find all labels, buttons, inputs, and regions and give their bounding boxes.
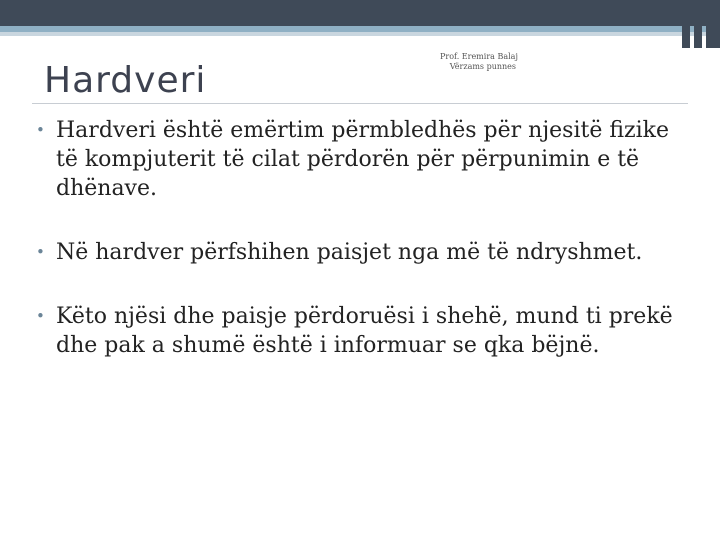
bullet-text: Këto njësi dhe paisje përdoruësi i shehë, mund ti prekë dhe pak a shumë është i informuar se qka bëjnë. (56, 304, 673, 358)
title-divider (32, 103, 688, 104)
slide-title: Hardveri (44, 60, 207, 101)
top-banner (0, 0, 720, 26)
header-note-author: Prof. Eremira Balaj (440, 52, 518, 61)
corner-stripe (694, 0, 702, 48)
bullet-item-hardware-user (36, 302, 696, 360)
bullet-text: Hardveri është emërtim përmbledhës për njesitë fizike të kompjuterit të cilat përdorën për përpunimin e të dhënave. (56, 118, 670, 201)
bullet-marker: • (36, 307, 45, 325)
bullet-item-hardware-devices (36, 238, 696, 267)
bullet-item-hardware-definition (36, 116, 696, 203)
header-note (440, 52, 516, 72)
bullet-list (36, 116, 696, 395)
corner-decoration (682, 0, 720, 48)
corner-stripe (682, 0, 690, 48)
header-note-subtitle: Vërzams punnes (449, 62, 516, 71)
bullet-marker: • (36, 121, 45, 139)
bullet-text: Në hardver përfshihen paisjet nga më të ndryshmet. (56, 240, 643, 265)
corner-stripe (706, 0, 720, 48)
top-banner-shade (0, 32, 720, 36)
bullet-marker: • (36, 243, 45, 261)
